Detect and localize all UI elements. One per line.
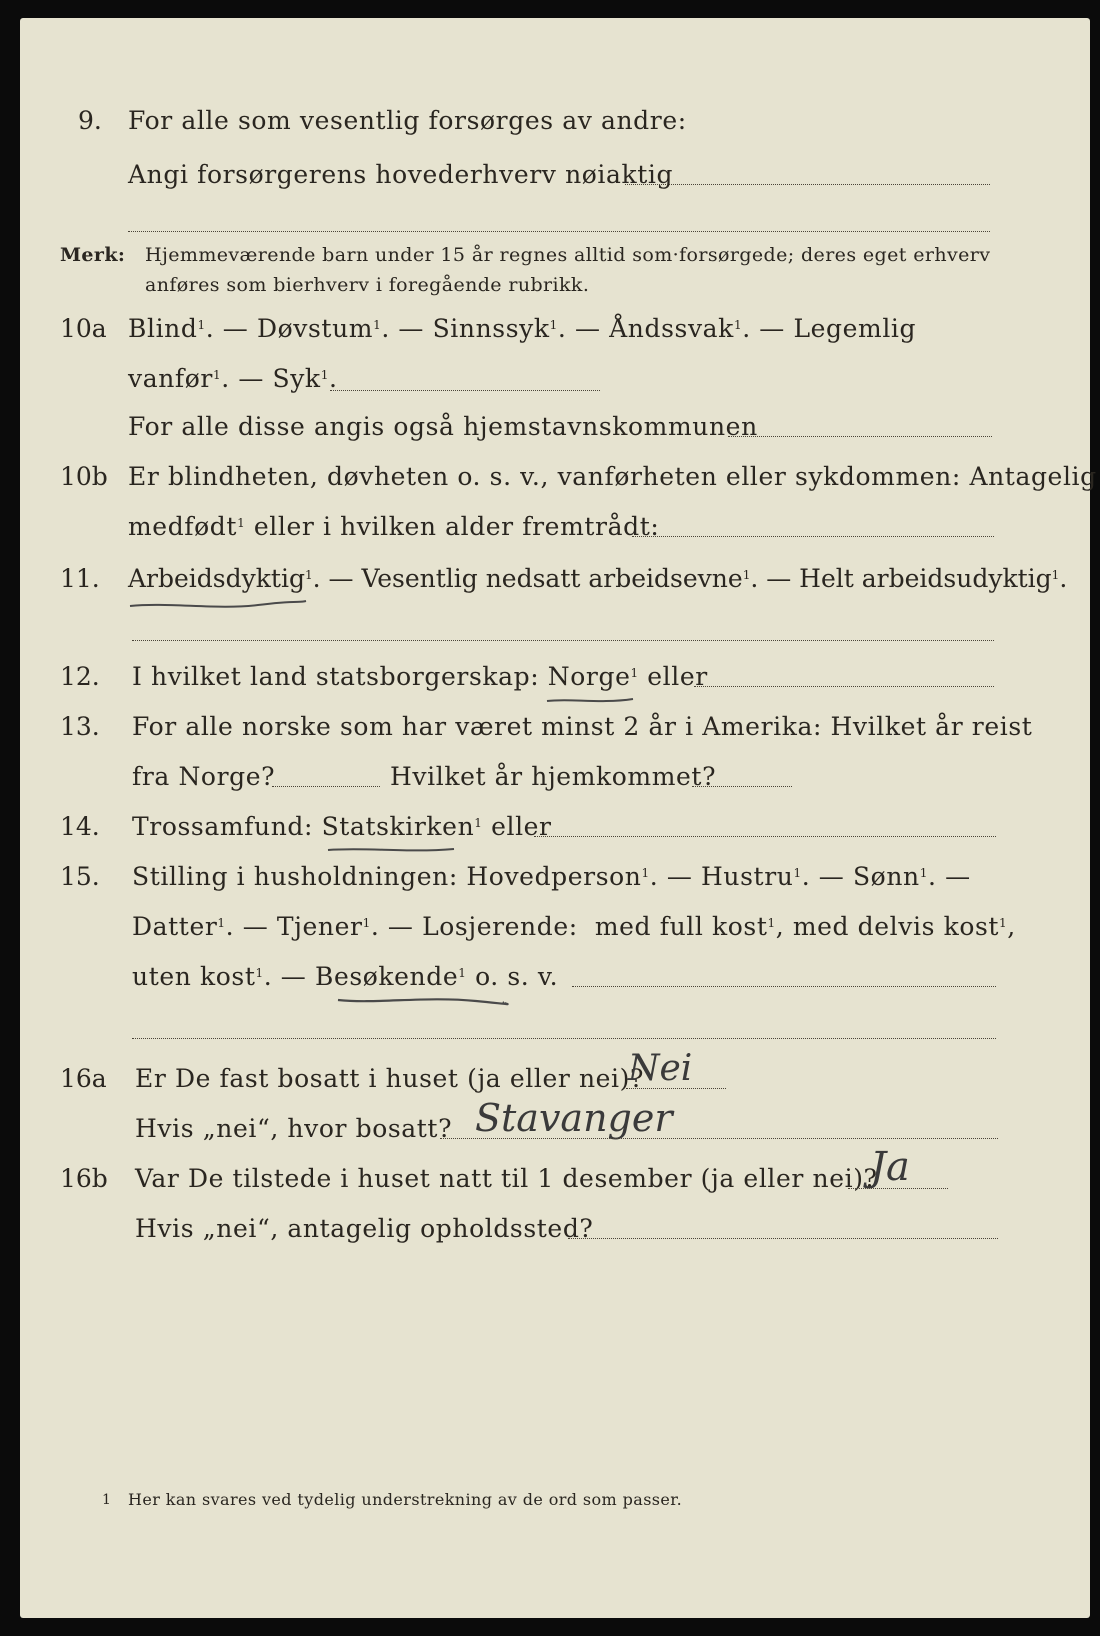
q16a-number: 16a (60, 1064, 107, 1093)
footnote-marker: 1 (320, 368, 329, 382)
footnote-marker: 1 (362, 916, 371, 930)
q13-hjemkommet-line[interactable] (692, 786, 792, 787)
census-form-page (20, 18, 1097, 1618)
option-sinnssyk[interactable]: Sinnssyk (432, 314, 550, 343)
q16b-line1: Var De tilstede i huset natt til 1 desember (ja eller nei)? (135, 1164, 878, 1193)
q14-number: 14. (60, 812, 100, 841)
q15-line1: Stilling i husholdningen: Hovedperson$^1$. — Hustru$^1$. — Sønn$^1$. — (132, 862, 971, 891)
merk-label: Merk: (60, 244, 126, 266)
option-besokende[interactable]: Besøkende (314, 962, 459, 991)
option-statskirken[interactable]: Statskirken (321, 812, 475, 841)
q10a-line3: For alle disse angis også hjemstavnskommunen (128, 412, 758, 441)
q15-line2: Datter$^1$. — Tjener$^1$. — Losjerende: med full kost$^1$, med delvis kost$^1$, (132, 912, 1016, 941)
q11-answer-line[interactable] (132, 640, 994, 641)
option-dovstum[interactable]: Døvstum (256, 314, 374, 343)
footnote-marker: 1 (304, 568, 313, 582)
merk-line1: Hjemmeværende barn under 15 år regnes alltid som·forsørgede; deres eget erhverv (145, 244, 991, 266)
q15-line1-label: Stilling i husholdningen: (132, 862, 458, 891)
option-datter[interactable]: Datter (132, 912, 218, 941)
q10b-number: 10b (60, 462, 108, 491)
q12-answer-line[interactable] (694, 686, 994, 687)
q10b-line2-rest: eller i hvilken alder fremtrådt: (253, 512, 660, 541)
footnote-marker: 1 (999, 916, 1008, 930)
q16a-line1: Er De fast bosatt i huset (ja eller nei)? (135, 1064, 644, 1093)
handwritten-underline-statskirken (326, 844, 456, 858)
option-helt-arbeidsudyktig[interactable]: Helt arbeidsudyktig (799, 564, 1052, 593)
option-legemlig[interactable]: Legemlig (793, 314, 917, 343)
option-uten-kost[interactable]: uten kost (132, 962, 256, 991)
q15-answer-line[interactable] (572, 986, 996, 987)
q9-line1: For alle som vesentlig forsørges av andre: (128, 106, 687, 135)
q9-number: 9. (78, 106, 102, 135)
footnote-mark: 1 (102, 1492, 112, 1508)
option-sonn[interactable]: Sønn (852, 862, 920, 891)
footnote-marker: 1 (641, 866, 650, 880)
q15-answer-line-2[interactable] (132, 1038, 996, 1039)
footnote-marker: 1 (767, 916, 776, 930)
q11-line1: Arbeidsdyktig$^1$. — Vesentlig nedsatt arbeidsevne$^1$. — Helt arbeidsudyktig$^1$. (128, 564, 1068, 593)
option-norge[interactable]: Norge (547, 662, 631, 691)
q11-number: 11. (60, 564, 100, 593)
footnote-marker: 1 (1051, 568, 1060, 582)
q12-number: 12. (60, 662, 100, 691)
footnote-marker: 1 (458, 966, 467, 980)
option-delvis-kost[interactable]: med delvis kost (792, 912, 1000, 941)
q10a-answer-line[interactable] (330, 390, 600, 391)
footnote-marker: 1 (197, 318, 206, 332)
q9-line2: Angi forsørgerens hovederhverv nøiaktig (128, 160, 674, 189)
q12-eller: eller (647, 662, 708, 691)
option-tjener[interactable]: Tjener (276, 912, 363, 941)
q10a-line2: vanfør$^1$. — Syk$^1$. (128, 364, 338, 393)
footnote-marker: 1 (742, 568, 751, 582)
option-blind[interactable]: Blind (128, 314, 198, 343)
q10b-line2 (128, 512, 659, 541)
footnote-marker: 1 (630, 666, 639, 680)
footnote-marker: 1 (474, 816, 483, 830)
footnote-marker: 1 (212, 368, 222, 382)
handwritten-underline-arbeidsdyktig (128, 598, 308, 614)
q16b-answer-line[interactable] (848, 1188, 948, 1189)
q16a-answer-line[interactable] (626, 1088, 726, 1089)
q14-line (132, 812, 552, 841)
q16b-handwritten-answer[interactable]: Ja (870, 1144, 910, 1190)
option-vanfor[interactable]: vanfør (128, 364, 213, 393)
footnote-marker: 1 (373, 318, 382, 332)
handwritten-underline-norge (545, 695, 635, 707)
q16a-bosatt-line[interactable] (440, 1138, 998, 1139)
option-andssvak[interactable]: Åndssvak (609, 314, 734, 343)
option-vesentlig-nedsatt[interactable]: Vesentlig nedsatt arbeidsevne (361, 564, 743, 593)
q10b-line1: Er blindheten, døvheten o. s. v., vanførheten eller sykdommen: Antagelig (128, 462, 1097, 491)
q10b-answer-line[interactable] (632, 536, 994, 537)
option-syk[interactable]: Syk (272, 364, 321, 393)
footnote-marker: 1 (733, 318, 743, 332)
q16b-line2: Hvis „nei“, antagelig opholdssted? (135, 1214, 594, 1243)
q16a-handwritten-answer[interactable]: Nei (628, 1048, 693, 1089)
option-full-kost[interactable]: med full kost (594, 912, 768, 941)
handwritten-underline-besokende (336, 992, 506, 1010)
q15-line3: uten kost$^1$. — Besøkende$^1$ o. s. v. (132, 962, 559, 991)
option-hustru[interactable]: Hustru (701, 862, 794, 891)
q13-line2b: Hvilket år hjemkommet? (390, 762, 717, 791)
q16a-line2: Hvis „nei“, hvor bosatt? (135, 1114, 453, 1143)
q12-line (132, 662, 708, 691)
q9-answer-line-2[interactable] (128, 231, 990, 232)
footnote-marker: 1 (217, 916, 226, 930)
merk-line2: anføres som bierhverv i foregående rubrikk. (145, 274, 590, 296)
q16a-handwritten-bosatt[interactable]: Stavanger (475, 1096, 673, 1140)
q14-answer-line[interactable] (534, 836, 996, 837)
option-medfodt[interactable]: medfødt (128, 512, 238, 541)
q16b-number: 16b (60, 1164, 108, 1193)
footnote-marker: 1 (255, 966, 264, 980)
q15-losjerende: Losjerende: (422, 912, 578, 941)
q16b-opholdssted-line[interactable] (568, 1238, 998, 1239)
q13-line2a: fra Norge? (132, 762, 276, 791)
footnote-marker: 1 (549, 318, 558, 332)
footnote-text: Her kan svares ved tydelig understrekning av de ord som passer. (128, 1490, 683, 1509)
footnote-marker: 1 (237, 516, 246, 530)
footnote-marker: 1 (919, 866, 928, 880)
q12-text: I hvilket land statsborgerskap: (132, 662, 540, 691)
q10a-hjemstavn-line[interactable] (728, 436, 992, 437)
q10a-number: 10a (60, 314, 107, 343)
q13-reist-line[interactable] (272, 786, 380, 787)
q13-number: 13. (60, 712, 100, 741)
q9-answer-line[interactable] (625, 184, 990, 185)
q15-osv: o. s. v. (475, 962, 559, 991)
option-arbeidsdyktig[interactable]: Arbeidsdyktig (128, 564, 305, 593)
q14-text: Trossamfund: (132, 812, 314, 841)
q13-line1: For alle norske som har været minst 2 år i Amerika: Hvilket år reist (132, 712, 1033, 741)
q10a-line1: Blind$^1$. — Døvstum$^1$. — Sinnssyk$^1$. — Åndssvak$^1$. — Legemlig (128, 314, 917, 343)
footnote-marker: 1 (793, 866, 802, 880)
q15-number: 15. (60, 862, 100, 891)
q14-eller: eller (491, 812, 552, 841)
option-hovedperson[interactable]: Hovedperson (466, 862, 642, 891)
